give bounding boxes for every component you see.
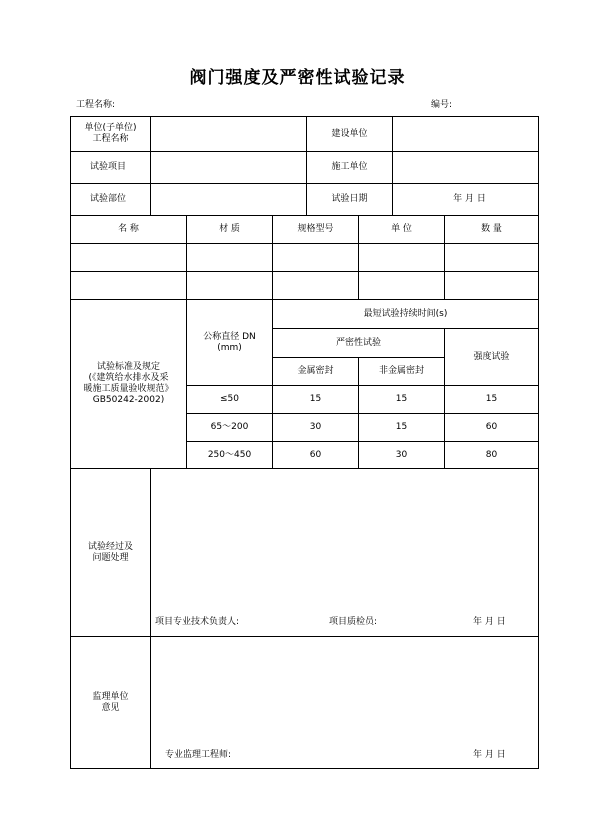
tech-lead-label: 项目专业技术负责人: — [155, 617, 240, 627]
grid-line — [71, 271, 538, 272]
grid-line — [71, 243, 538, 244]
col-quantity-header: 数 量 — [481, 224, 502, 234]
min-time-label: 最短试验持续时间(s) — [363, 308, 448, 319]
unit-value[interactable] — [151, 117, 306, 151]
nonmetal-seal-value: 15 — [395, 422, 408, 432]
dn-value: ≤50 — [220, 394, 239, 404]
col-spec-header: 规格型号 — [297, 224, 334, 234]
nonmetal-seal-value: 30 — [395, 449, 408, 460]
form-title: 阀门强度及严密性试验记录 — [189, 68, 406, 88]
dn-value: 250～450 — [207, 449, 252, 460]
nonmetal-seal-value: 15 — [395, 394, 408, 404]
tightness-label: 严密性试验 — [335, 337, 381, 348]
col-material-header: 材 质 — [219, 224, 240, 234]
dn-label: 公称直径 DN (mm) — [203, 331, 256, 353]
metal-seal-value: 30 — [309, 422, 322, 432]
construct-unit-label: 施工单位 — [331, 162, 368, 172]
engineer-label: 专业监理工程师: — [165, 750, 232, 760]
test-part-label: 试验部位 — [90, 194, 127, 204]
test-date-label: 试验日期 — [331, 194, 368, 204]
build-unit-label: 建设单位 — [331, 128, 368, 139]
number-label: 编号: — [431, 100, 453, 110]
nonmetal-seal-label: 非金属密封 — [378, 366, 424, 376]
supervision-content-area[interactable] — [151, 637, 538, 737]
dn-value: 65～200 — [210, 422, 249, 432]
build-unit-value[interactable] — [393, 117, 538, 151]
test-item-value[interactable] — [151, 152, 306, 183]
construct-unit-value[interactable] — [393, 152, 538, 183]
test-date-value[interactable]: 年 月 日 — [453, 194, 486, 204]
project-name-label: 工程名称: — [76, 100, 116, 110]
process-label: 试验经过及 问题处理 — [87, 541, 133, 563]
col-unit-header: 单 位 — [391, 224, 412, 234]
strength-label: 强度试验 — [473, 351, 510, 362]
supervision-date: 年 月 日 — [473, 750, 506, 760]
record-table — [70, 116, 539, 769]
supervision-label: 监理单位 意见 — [92, 691, 129, 713]
standard-label: 试验标准及规定 (《建筑给水排水及采 暖施工质量验收规范》 GB50242-2002) — [83, 362, 174, 405]
unit-label: 单位(子单位) 工程名称 — [84, 123, 137, 144]
process-date: 年 月 日 — [473, 617, 506, 627]
test-item-label: 试验项目 — [90, 162, 127, 172]
metal-seal-value: 15 — [309, 394, 322, 404]
process-content-area[interactable] — [151, 469, 538, 599]
strength-value: 60 — [485, 422, 498, 432]
qc-label: 项目质检员: — [329, 617, 378, 627]
strength-value: 80 — [485, 449, 498, 460]
strength-value: 15 — [485, 394, 498, 404]
test-part-value[interactable] — [151, 184, 306, 215]
metal-seal-label: 金属密封 — [297, 366, 334, 376]
metal-seal-value: 60 — [309, 449, 322, 460]
col-name-header: 名 称 — [118, 224, 139, 234]
